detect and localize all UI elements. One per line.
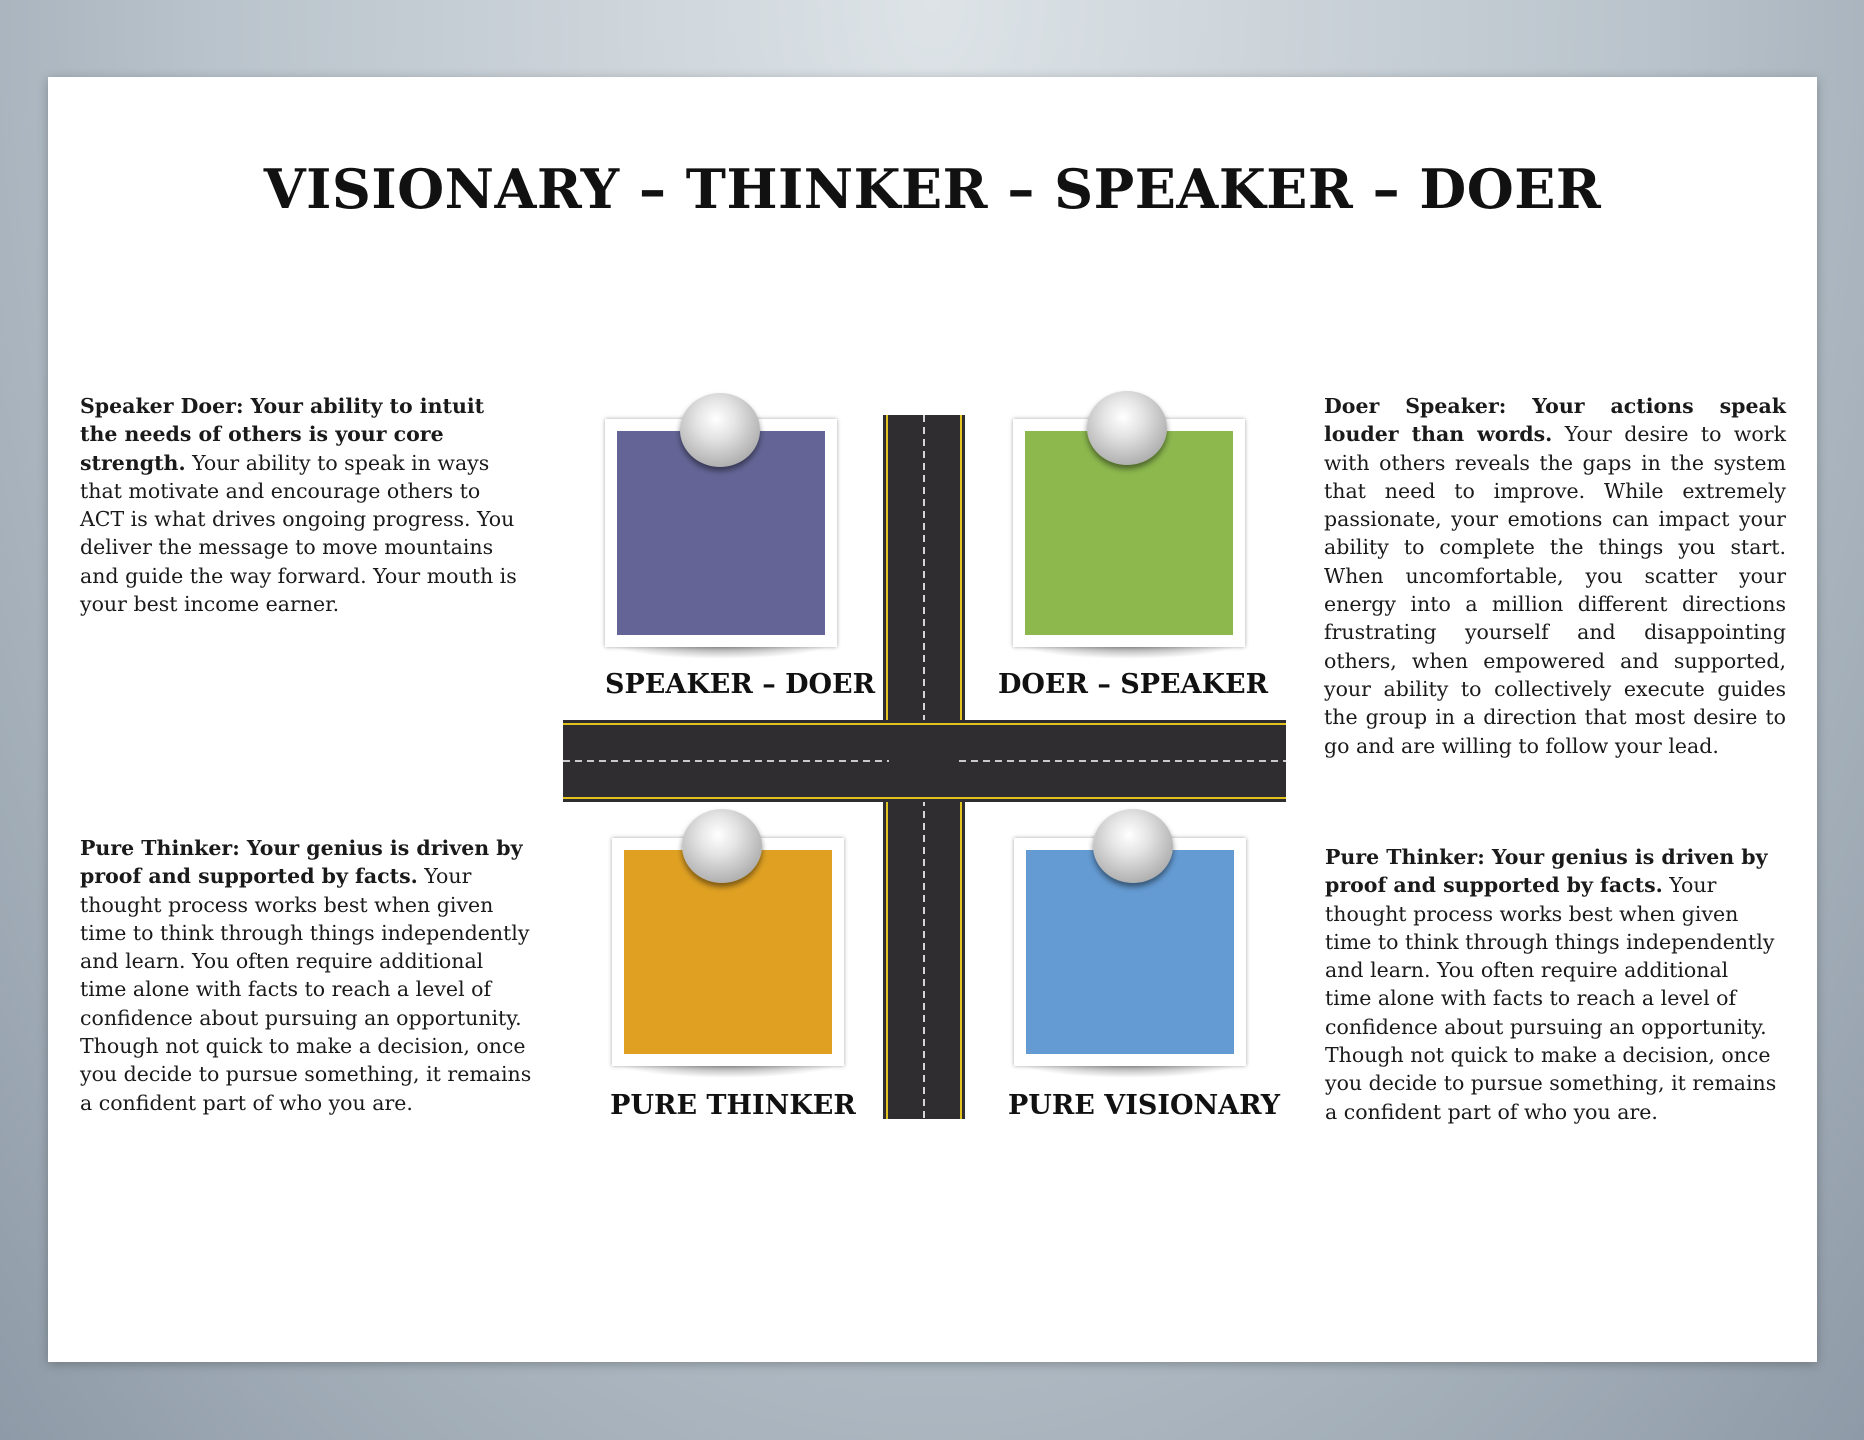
description-bold: Pure Thinker: Your genius is driven by proof and supported by facts.: [80, 836, 523, 889]
description-body: Your ability to speak in ways that motivate and encourage others to ACT is what drives ongoing progress. You deliver the message to move mountains and guide the way forward. Your mouth is your best income earner.: [80, 450, 517, 617]
label-pure-thinker: PURE THINKER: [610, 1090, 856, 1121]
intersection: [889, 726, 959, 796]
description-body: Your thought process works best when given time to think through things independently and learn. You often require additional time alone with facts to reach a level of confidence about pursuing an opportunity. Though not quick to make a decision, once you decide to pursue something, it remains a confident part of who you are.: [80, 864, 532, 1115]
pushpin-icon: [680, 393, 760, 467]
label-pure-visionary: PURE VISIONARY: [1008, 1090, 1281, 1121]
description-body: Your desire to work with others reveals the gaps in the system that need to improve. While extremely passionate, your emotions can impact your ability to complete the things you start. When uncomfortable, you scatter your energy into a million different directions frustrating yourself and disappointing others, when empowered and supported, your ability to collectively execute guides the group in a direction that most desire to go and are willing to follow your lead.: [1324, 422, 1787, 758]
label-speaker-doer: SPEAKER – DOER: [605, 669, 876, 700]
pushpin-icon: [682, 809, 762, 883]
crossroads-diagram: [48, 77, 1817, 1362]
description-bold: Doer Speaker: Your actions speak louder than words.: [1324, 394, 1786, 447]
slide: [48, 77, 1817, 1362]
description-bold: Pure Thinker: Your genius is driven by proof and supported by facts.: [1325, 845, 1768, 898]
pushpin-icon: [1093, 809, 1173, 883]
pushpin-icon: [1087, 391, 1167, 465]
page-title: VISIONARY – THINKER – SPEAKER – DOER: [263, 157, 1602, 221]
description-body: Your thought process works best when given time to think through things independently and learn. You often require additional time alone with facts to reach a level of confidence about pursuing an opportunity. Though not quick to make a decision, once you decide to pursue something, it remains a confident part of who you are.: [1325, 873, 1777, 1124]
description-bold: Speaker Doer: Your ability to intuit the needs of others is your core strength.: [80, 394, 485, 475]
label-doer-speaker: DOER – SPEAKER: [998, 669, 1269, 700]
